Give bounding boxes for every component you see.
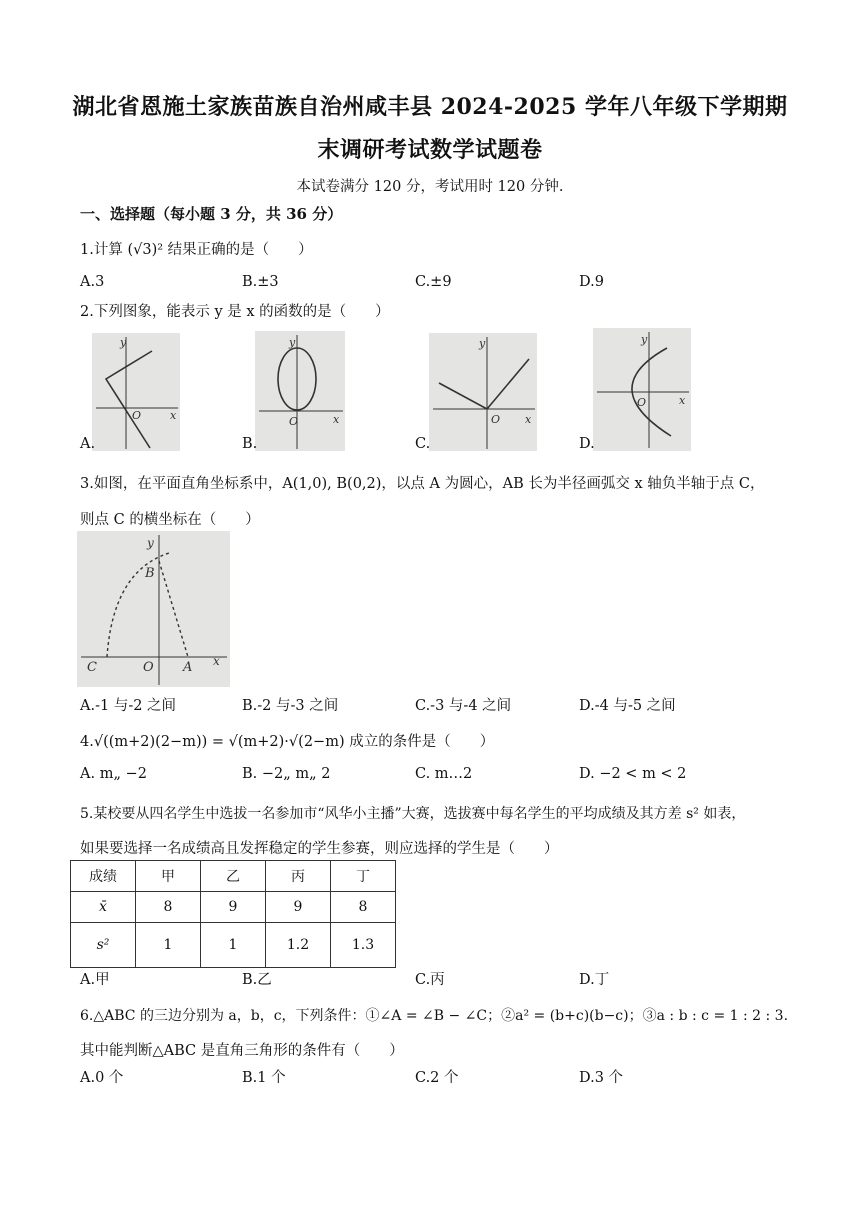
q1-option-d: D.9 [579,274,604,290]
q3-figure [77,531,230,687]
q3-y-label: y [147,536,154,550]
q4-option-c: C. m…2 [415,766,473,782]
q3-option-b: B.-2 与-3 之间 [242,698,339,714]
q2-graph-c [429,333,537,451]
q3-origin: O [143,660,154,675]
table-header-cell: 乙 [201,861,266,892]
table-header-cell: 甲 [136,861,201,892]
q1-option-a: A.3 [80,274,105,290]
q2d-origin-label: O [637,396,647,409]
q2-graph-d [593,328,691,451]
table-cell: 8 [331,892,396,923]
q5-option-a: A.甲 [80,972,110,988]
table-cell: x̄ [71,892,136,923]
q2c-origin-label: O [491,413,501,426]
q2a-origin-label: O [132,409,142,422]
q2-option-c: C. [415,436,431,452]
title-line-1: 湖北省恩施土家族苗族自治州咸丰县 2024-2025 学年八年级下学期期 [72,94,788,120]
q1-stem [80,238,313,259]
table-row [71,892,396,923]
q2-stem: 2.下列图象，能表示 y 是 x 的函数的是（ ） [80,304,390,320]
q2-option-b: B. [242,436,258,452]
table-cell: 9 [266,892,331,923]
table-header-cell: 成绩 [71,861,136,892]
table-header-cell: 丁 [331,861,396,892]
q6-stem-line2: 其中能判断△ABC 是直角三角形的条件有（ ） [80,1043,404,1059]
q3-stem-line1: 3.如图，在平面直角坐标系中，A(1,0), B(0,2)，以点 A 为圆心，AB 长为半径画弧交 x 轴负半轴于点 C， [80,476,765,492]
q6-option-c: C.2 个 [415,1070,459,1086]
table-cell: 1 [201,923,266,968]
table-header-row [71,861,396,892]
q2-option-d: D. [579,436,595,452]
q2c-y-label: y [479,337,486,350]
q1-prefix: 1.计算 [80,242,123,258]
q4-option-b: B. −2„ m„ 2 [242,766,331,782]
q1-option-c: C.±9 [415,274,452,290]
section-heading: 一、选择题（每小题 3 分，共 36 分） [80,205,343,223]
q5-stem-line1: 5.某校要从四名学生中选拔一名参加市“风华小主播”大赛，选拔赛中每名学生的平均成绩及其方差 s² 如表， [80,806,746,822]
q2d-y-label: y [641,333,648,346]
q1-option-b: B.±3 [242,274,279,290]
q2a-y-label: y [120,336,127,349]
q5-stem-line2: 如果要选择一名成绩高且发挥稳定的学生参赛，则应选择的学生是（ ） [80,841,559,857]
q3-stem-line2: 则点 C 的横坐标在（ ） [80,512,260,528]
table-cell: 1.2 [266,923,331,968]
q3-point-a: A [183,660,193,675]
q1-expression: (√3)² [127,242,164,258]
table-cell: s² [71,923,136,968]
table-cell: 1.3 [331,923,396,968]
q6-option-b: B.1 个 [242,1070,286,1086]
q2-graph-a [92,333,180,451]
q3-option-d: D.-4 与-5 之间 [579,698,676,714]
q6-option-a: A.0 个 [80,1070,124,1086]
q1-suffix: 结果正确的是（ ） [167,242,313,258]
table-cell: 9 [201,892,266,923]
q5-option-b: B.乙 [242,972,272,988]
q4-option-a: A. m„ −2 [80,766,147,782]
q2b-origin-label: O [289,415,299,428]
q3-option-a: A.-1 与-2 之间 [80,698,177,714]
table-row [71,923,396,968]
q5-option-c: C.丙 [415,972,445,988]
q2b-y-label: y [289,336,296,349]
q2c-x-label: x [525,413,532,426]
q5-option-d: D.丁 [579,972,610,988]
q2-option-a: A. [80,436,96,452]
q2a-x-label: x [170,409,177,422]
q2d-x-label: x [679,394,686,407]
q4-option-d: D. −2 < m < 2 [579,766,687,782]
q6-option-d: D.3 个 [579,1070,624,1086]
q3-point-b: B [145,566,155,581]
table-cell: 8 [136,892,201,923]
q4-stem: 4.√((m+2)(2−m)) = √(m+2)·√(2−m) 成立的条件是（ ） [80,734,495,750]
q3-point-c: C [87,660,97,675]
q3-option-c: C.-3 与-4 之间 [415,698,512,714]
table-cell: 1 [136,923,201,968]
table-header-cell: 丙 [266,861,331,892]
q3-x-label: x [213,654,220,668]
q2-graph-b [255,331,345,451]
q2b-x-label: x [333,413,340,426]
exam-subtitle: 本试卷满分 120 分，考试用时 120 分钟. [296,179,564,195]
q5-score-table [70,860,396,968]
title-line-2: 末调研考试数学试题卷 [317,137,543,163]
q6-stem-line1: 6.△ABC 的三边分别为 a，b，c，下列条件：①∠A = ∠B − ∠C；②a² = (b+c)(b−c)；③a : b : c = 1 : 2 : 3. [80,1008,789,1024]
